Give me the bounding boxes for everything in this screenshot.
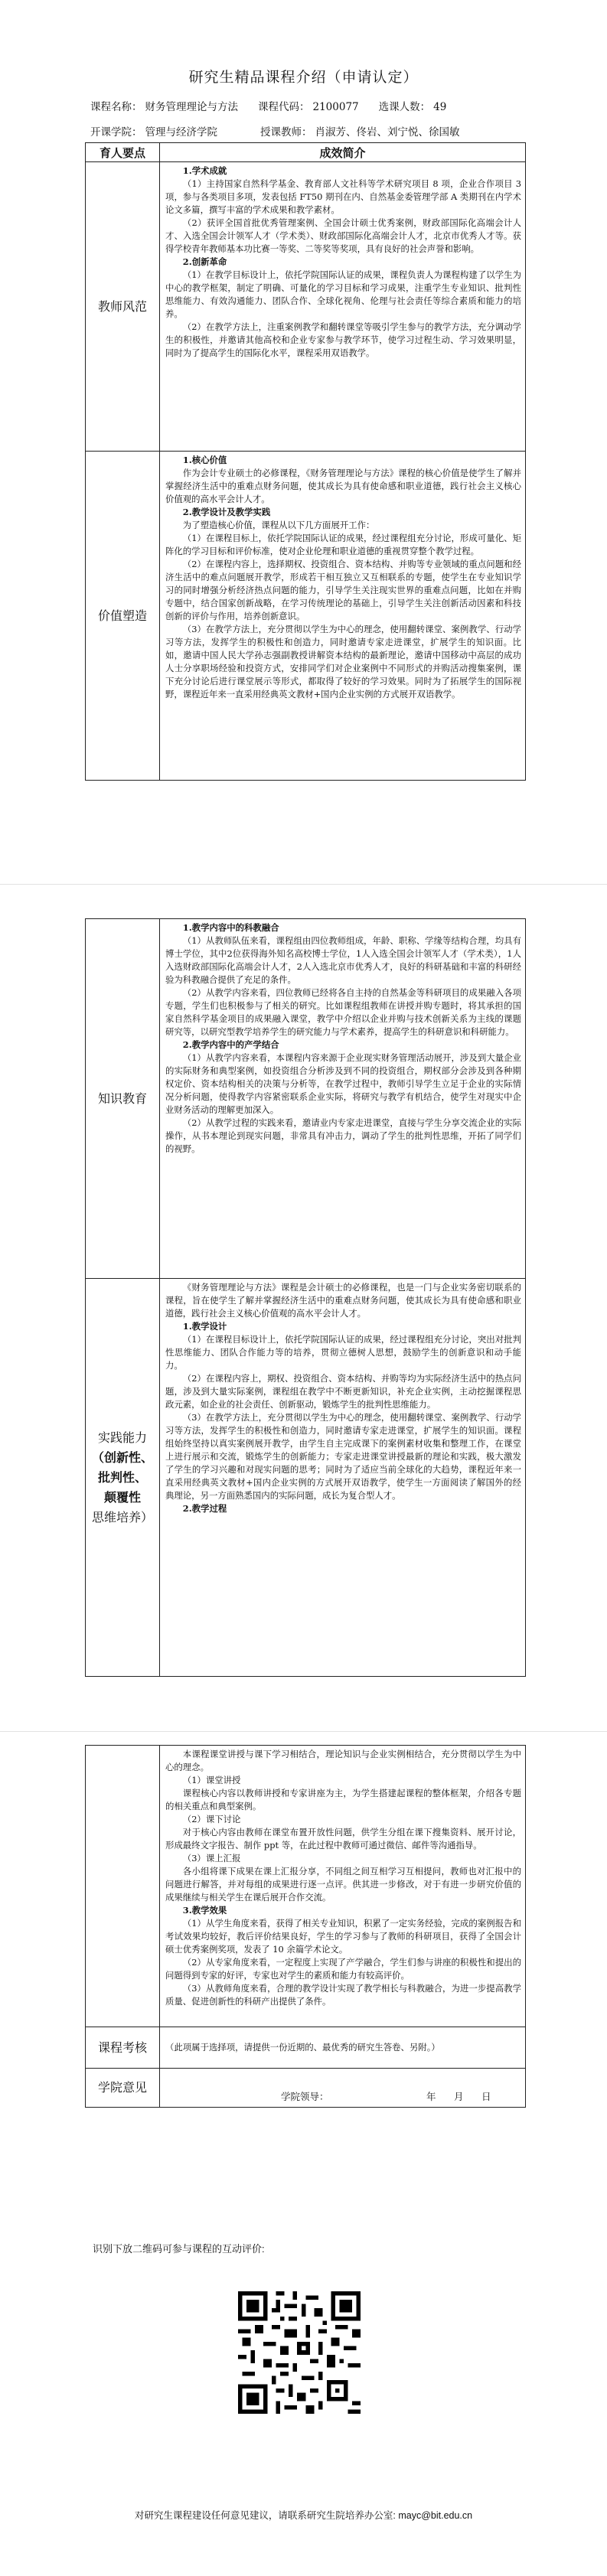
teacher-para: （2）在教学方法上，注重案例教学和翻转课堂等吸引学生参与的教学方法，充分调动学生的积极性，并邀请其他高校和企业专家参与教学环节，使学习过程生动、学习效果明显，同时为了提高学生的国际化水平，课程采用双语教学。 <box>165 321 521 358</box>
enroll-label: 选课人数： <box>378 101 431 113</box>
value-para: 作为会计专业硕士的必修课程，《财务管理理论与方法》课程的核心价值是使学生了解并掌握经济生活中的重难点财务问题，使其成长为具有使命感和职业道德，践行社会主义核心价值观的高水平会计人才。 <box>165 468 521 504</box>
practice-cont-para: （2）从专家角度来看，一定程度上实现了产学融合，学生们参与讲座的积极性和提出的问题得到专家的好评，专家也对学生的素质和能力有较高评价。 <box>165 1957 521 1981</box>
practice-cont-para: （1）从学生角度来看，获得了相关专业知识，积累了一定实务经验，完成的案例报告和考试效果均较好，教后评价结果良好，学生的学习参与了教师的科研项目，获得了全国会计硕士优秀案例奖项，发表了 10 余篇学术论文。 <box>165 1918 521 1955</box>
teachers: 肖淑芳、佟岩、刘宁悦、徐国敏 <box>315 126 460 139</box>
teacher-para: （1）主持国家自然科学基金、教育部人文社科等学术研究项目 8 项，企业合作项目 3 项，参与各类项目多项，发表包括 FT50 期刊在内、自然基金委管理学部 A 类期刊在内学术论文多篇，撰写丰富的学术成果和教学素材。 <box>165 178 521 215</box>
info-line-2 <box>90 123 480 139</box>
value-para: 2.教学设计及教学实践 <box>182 507 271 517</box>
practice-cont-para: （2）课下讨论 <box>182 1814 241 1824</box>
practice-para: （1）在课程目标设计上，依托学院国际认证的成果，经过课程组充分讨论，突出对批判性思维能力、团队合作能力等的培养，贯彻立德树人思想，鼓励学生的创新意识和动手能力。 <box>165 1334 521 1371</box>
value-para: 1.核心价值 <box>182 455 227 465</box>
teacher-para: 1.学术成就 <box>182 165 227 176</box>
sign-day: 日 <box>481 2091 491 2102</box>
footer-contact: 对研究生课程建设任何意见建议，请联系研究生院培养办公室: mayc@bit.edu.cn <box>134 2510 473 2521</box>
practice-para: （2）在课程内容上，期权、投资组合、资本结构、并购等均为实际经济生活中的热点问题，涉及到大量实际案例，课程组在教学中不断更新知识，补充企业实例，主动挖掘课程思政元素，如企业的社会责任、创新驱动，锻炼学生的批判性思维能力。 <box>165 1373 521 1410</box>
knowledge-para: （2）从教学内容来看，四位教师已经将各自主持的自然基金等科研项目的成果融入各项专题，学生们也积极参与了相关的研究。比如课程组教师在讲授并购专题时，将其承担的国家自然科学基金项目的成果融入课堂，教学中介绍以企业并购与技术创新关系为主线的课题研究等，以研究型教学培养学生的研究能力与学术素养，提高学生的科研意识和科研能力。 <box>165 987 521 1037</box>
row-content-value <box>160 452 526 781</box>
course-name: 财务管理理论与方法 <box>145 101 238 113</box>
row-label-teacher: 教师风范 <box>86 162 160 452</box>
practice-label-line: （创新性、 <box>91 1449 153 1465</box>
header-col2: 成效简介 <box>160 143 526 162</box>
row-label-knowledge: 知识教育 <box>86 919 160 1279</box>
page-3 <box>0 1737 607 2576</box>
assess-note: （此项属于选择项，请提供一份近期的、最优秀的研究生答卷、另附。） <box>165 2042 440 2053</box>
sign-year: 年 <box>426 2091 436 2102</box>
practice-label-line: 批判性、 <box>97 1469 147 1485</box>
practice-para: 2.教学过程 <box>182 1503 227 1514</box>
practice-label-line: 颠覆性 <box>103 1489 141 1505</box>
qr-code-icon[interactable] <box>238 2291 361 2414</box>
practice-cont-para: （3）课上汇报 <box>182 1853 241 1864</box>
row-content-practice-cont <box>160 1746 526 2027</box>
page-2 <box>0 903 607 1730</box>
college: 管理与经济学院 <box>145 126 217 139</box>
row-label-value: 价值塑造 <box>86 452 160 781</box>
header-col1: 育人要点 <box>86 143 160 162</box>
value-para: （1）在课程目标上，依托学院国际认证的成果，经过课程组充分讨论，形成可量化、矩阵化的学习目标和评价标准，使对企业伦理和职业道德的重视贯穿整个教学过程。 <box>165 533 521 556</box>
college-label: 开课学院： <box>90 126 142 139</box>
course-table-part-2 <box>85 918 526 1677</box>
knowledge-para: （2）从教学过程的实践来看，邀请业内专家走进课堂，直接与学生分享交流企业的实际操作，从书本理论到现实问题，非常具有冲击力，调动了学生的批判性思维，开拓了同学们的视野。 <box>165 1117 521 1154</box>
practice-para: （3）在教学方法上，充分贯彻以学生为中心的理念，使用翻转课堂、案例教学、行动学习等方法，发挥学生的积极性和创造力，同时邀请专家走进课堂，扩展学生的知识面。课程组始终坚持以真实案例展开教学，由学生自主完成课下的案例素材收集和整理工作，在课堂上进行展示和交流，锻炼学生的创新能力；专家走进课堂讲授最新的理论和实践，极大激发了学生的学习兴趣和对现实问题的思考；同时为了适应当前全球化的大趋势，课程近年来一直采用经典英文教材+国内企业实例的方式展开双语教学，使学生一方面阅读了解国外的经典理论，另一方面熟悉国内的实际问题，成长为复合型人才。 <box>165 1412 521 1501</box>
page-separator <box>0 884 607 885</box>
row-label-assess: 课程考核 <box>86 2027 160 2069</box>
row-content-teacher <box>160 162 526 452</box>
teacher-para: 2.创新革命 <box>182 256 227 267</box>
knowledge-para: （1）从教学内容来看，本课程内容来源于企业现实财务管理活动展开，涉及到大量企业的实际财务和典型案例，如投资组合分析涉及到不同的投资组合，期权部分会涉及到各种期权定价、资本结构相关的决策与分析等，在教学过程中，教师引导学生立足于企业的实际情况分析问题，使得教学内容紧密联系企业实际，将研究与教学有机结合，使学生对现实中企业财务活动的理解更加深入。 <box>165 1052 521 1115</box>
practice-label-line: 实践能力 <box>97 1430 147 1445</box>
teacher-para: （1）在教学目标设计上，依托学院国际认证的成果，课程负责人为课程构建了以学生为中心的教学框架，制定了明确、可量化的学习目标和学习成果，注重学生专业知识、批判性思维能力、有效沟通能力、团队合作、全球化视角、伦理与社会责任等综合素质和能力的培养。 <box>165 269 521 319</box>
page-separator <box>0 1731 607 1732</box>
practice-cont-para: （3）从教师角度来看，合理的教学设计实现了教学相长与科教融合，为进一步提高教学质量、促进创新性的科研产出提供了条件。 <box>165 1983 521 2007</box>
practice-cont-para: 对于核心内容由教师在课堂布置开放性问题，供学生分组在课下搜集资料、展开讨论，形成最终文字报告、制作 ppt 等，在此过程中教师可通过微信、邮件等沟通指导。 <box>165 1827 521 1850</box>
knowledge-para: 2.教学内容中的产学结合 <box>182 1039 279 1050</box>
page-title: 研究生精品课程介绍（申请认定） <box>188 69 419 86</box>
page-1 <box>0 0 607 865</box>
course-code: 2100077 <box>312 101 359 113</box>
practice-para: 《财务管理理论与方法》课程是会计硕士的必修课程，也是一门与企业实务密切联系的课程，旨在使学生了解并掌握经济生活中的重难点财务问题，使其成长为具有使命感和职业道德，践行社会主义核心价值观的高水平会计人才。 <box>165 1282 521 1319</box>
row-content-assess <box>160 2027 526 2069</box>
row-label-practice-cont <box>86 1746 160 2027</box>
knowledge-para: （1）从教师队伍来看，课程组由四位教师组成，年龄、职称、学缘等结构合理，均具有博士学位，其中2位获得海外知名高校博士学位，1人入选全国会计领军人才（学术类），1人入选财政部国际化高端会计人才，2人入选北京市优秀人才，良好的科研基础和丰富的科研经验为科教融合提供了充足的条件。 <box>165 935 521 985</box>
value-para: 为了塑造核心价值，课程从以下几方面展开工作： <box>182 520 375 530</box>
qr-caption: 识别下放二维码可参与课程的互动评价: <box>93 2243 265 2255</box>
practice-label-line: 思维培养） <box>91 1509 153 1524</box>
row-content-knowledge <box>160 919 526 1279</box>
sign-month: 月 <box>454 2091 464 2102</box>
row-content-opinion <box>160 2069 526 2108</box>
teachers-label: 授课教师： <box>260 126 312 139</box>
knowledge-para: 1.教学内容中的科教融合 <box>182 922 279 933</box>
practice-cont-para: 各小组将课下成果在课上汇报分享，不同组之间互相学习互相提问，教师也对汇报中的问题进行解答，并对每组的成果进行逐一点评。供其进一步修改，对于有进一步研究价值的成果继续与相关学生在课后展开合作交流。 <box>165 1866 521 1903</box>
college-leader-label: 学院领导： <box>281 2091 329 2102</box>
practice-cont-para: （1）课堂讲授 <box>182 1775 241 1785</box>
teacher-para: （2）获评全国首批优秀管理案例、全国会计硕士优秀案例，财政部国际化高端会计人才、入选全国会计领军人才（学术类）、财政部国际化高端会计人才，北京市优秀人才等。获得学校青年教师基本功比赛一等奖、二等奖等奖项，具有良好的社会声誉和影响。 <box>165 217 521 254</box>
info-line-1 <box>90 98 466 113</box>
course-table-part-3 <box>85 1745 526 2108</box>
row-label-practice <box>86 1279 160 1677</box>
value-para: （3）在教学方法上，充分贯彻以学生为中心的理念，使用翻转课堂、案例教学、行动学习等方法，发挥学生的积极性和创造力，同时邀请专家走进课堂，扩展学生的知识面。比如，邀请中国人民大学孙志强副教授讲解资本结构的最新理论，邀请中国移动中高层的成功人士分享职场经验和投资方式，安排同学们对企业案例中不同形式的并购活动搜集案例，课下充分讨论后进行课堂展示等形式，都取得了较好的学习效果。同时为了拓展学生的国际视野，课程近年来一直采用经典英文教材+国内企业实例的方式展开双语教学。 <box>165 624 521 699</box>
course-name-label: 课程名称： <box>90 101 142 113</box>
value-para: （2）在课程内容上，选择期权、投资组合、资本结构、并购等专业领域的重点问题和经济生活中的难点问题展开教学，形成若干相互独立又互相联系的专题，使学生在专业知识学习的同时增强分析经济热点问题的能力，引导学生关注现实世界的重难点问题，比如在并购专题中，结合国家创新战略，在学习传统理论的基础上，引导学生关注创新活动因素和科技创新的评价与作用，培养创新意识。 <box>165 559 521 621</box>
row-content-practice <box>160 1279 526 1677</box>
practice-para: 1.教学设计 <box>182 1321 227 1332</box>
practice-cont-para: 课程核心内容以教师讲授和专家讲座为主，为学生搭建起课程的整体框架，介绍各专题的相关重点和典型案例。 <box>165 1788 521 1811</box>
course-table-part-1 <box>85 142 526 781</box>
practice-cont-para: 本课程课堂讲授与课下学习相结合，理论知识与企业实例相结合，充分贯彻以学生为中心的理念。 <box>165 1749 521 1772</box>
practice-cont-para: 3.教学效果 <box>182 1905 227 1916</box>
course-code-label: 课程代码： <box>258 101 310 113</box>
enroll-count: 49 <box>433 101 447 113</box>
row-label-opinion: 学院意见 <box>86 2069 160 2108</box>
